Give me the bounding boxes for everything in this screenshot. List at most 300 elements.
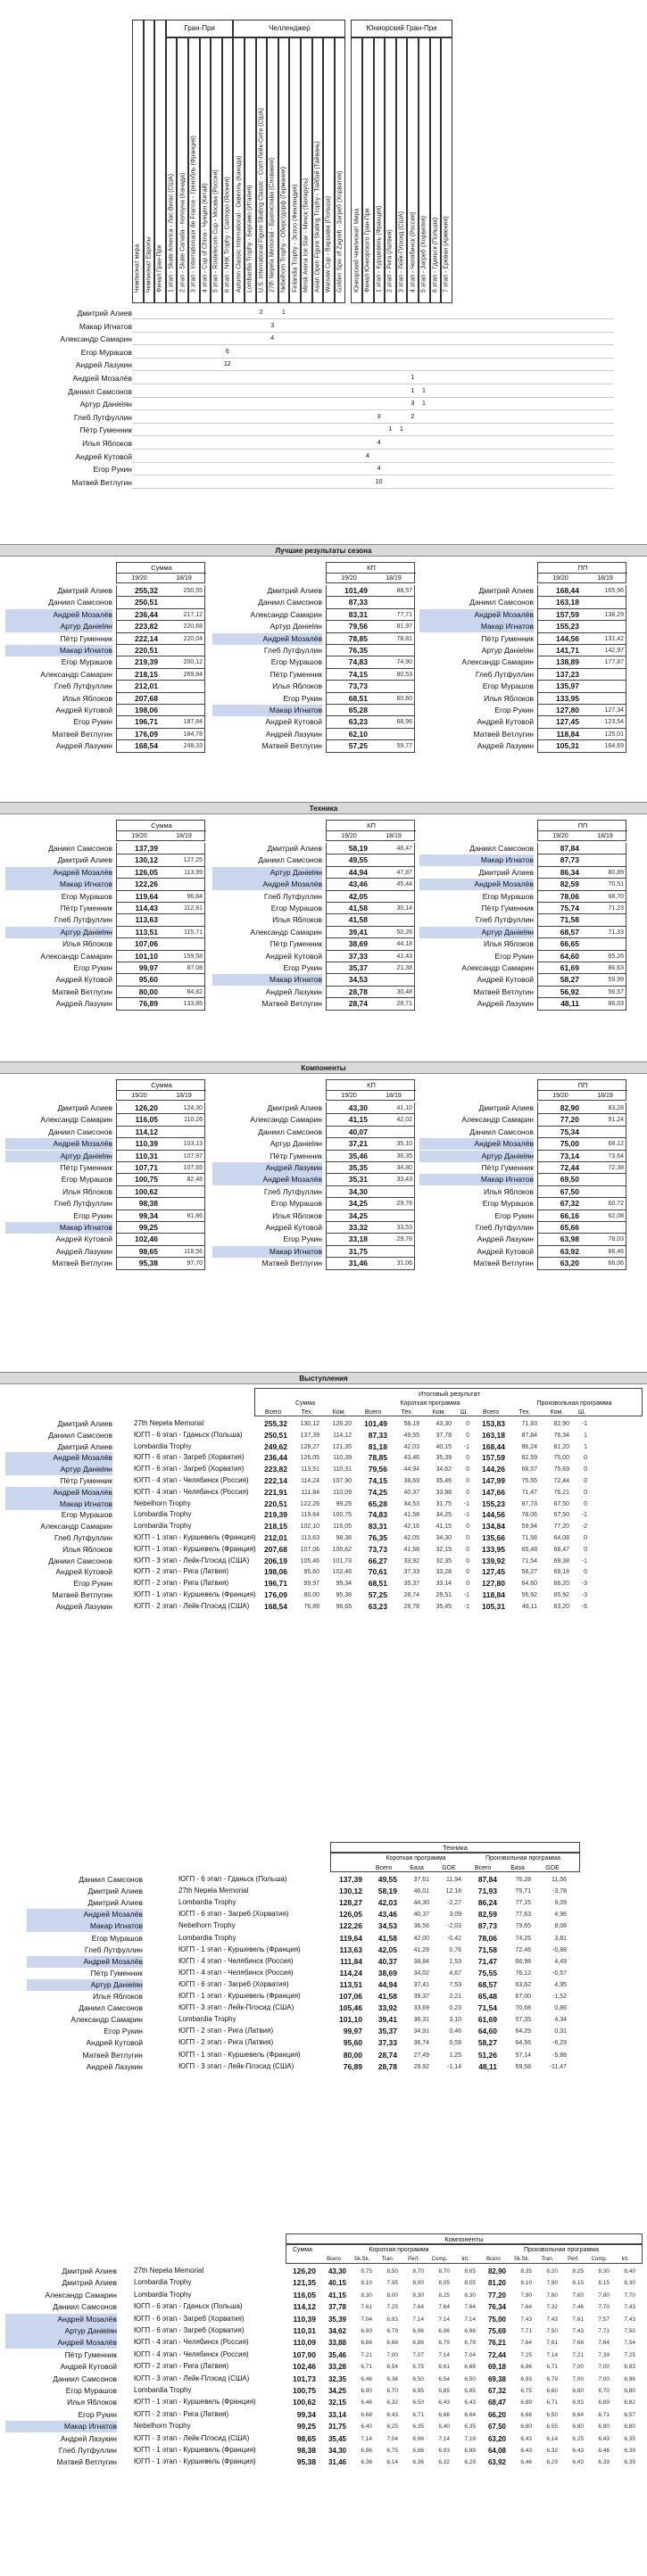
sub-header: Comp. bbox=[591, 2257, 608, 2262]
tech-value: 8,08 bbox=[554, 1923, 567, 1930]
event-name: ЮГП - 2 этап - Рига (Латвия) bbox=[134, 2409, 229, 2418]
value-box bbox=[116, 1127, 205, 1138]
col-18-19: 18/19 bbox=[386, 1093, 402, 1099]
grid-row-name: Даниил Самсонов bbox=[68, 386, 132, 396]
tech-value: 41,58 bbox=[377, 1933, 397, 1943]
sub-header: База bbox=[510, 1865, 525, 1871]
comp-value: 6,36 bbox=[361, 2459, 372, 2466]
tech-value: 36,74 bbox=[413, 2040, 429, 2047]
grid-row-name: Андрей Мозалёв bbox=[72, 374, 132, 383]
value-current: 58,27 bbox=[560, 975, 579, 985]
perf-value: 100,62 bbox=[332, 1546, 352, 1553]
value-box bbox=[326, 1186, 415, 1198]
perf-value: 101,73 bbox=[332, 1557, 352, 1565]
row-name: Егор Рукин bbox=[73, 1210, 112, 1220]
row-name: Пётр Гуменник bbox=[481, 633, 534, 643]
row-name: Андрей Лазукин bbox=[55, 1246, 112, 1256]
tech-value: 74,25 bbox=[515, 1935, 531, 1942]
value-current: 207,68 bbox=[135, 693, 158, 703]
perf-value: 71,93 bbox=[521, 1421, 537, 1427]
row-name: Глеб Лутфуллин bbox=[54, 681, 112, 691]
comp-value: 6,93 bbox=[520, 2375, 532, 2382]
comp-value: 8,00 bbox=[386, 2291, 398, 2299]
value-previous: 107,97 bbox=[183, 1152, 203, 1160]
value-current: 95,38 bbox=[138, 1259, 158, 1268]
perf-value: 176,09 bbox=[264, 1590, 287, 1599]
value-current: 105,31 bbox=[556, 741, 579, 751]
value-previous: 115,71 bbox=[184, 929, 203, 936]
group-header: Произвольная программа bbox=[536, 1400, 612, 1407]
row-name: Егор Рукин bbox=[73, 717, 112, 727]
value-box bbox=[116, 1102, 205, 1114]
comp-value: 7,64 bbox=[520, 2304, 532, 2311]
tech-value: 4,49 bbox=[554, 1958, 567, 1965]
comp-total: 100,62 bbox=[293, 2398, 316, 2407]
value-previous: 159,58 bbox=[183, 953, 203, 960]
grid-row-name: Глеб Лутфуллин bbox=[73, 412, 132, 422]
value-box bbox=[537, 914, 626, 926]
value-box bbox=[326, 716, 415, 728]
perf-value: 76,35 bbox=[368, 1533, 387, 1542]
value-current: 144,56 bbox=[556, 633, 579, 643]
comp-value: 6,90 bbox=[361, 2388, 372, 2394]
perf-value: 0 bbox=[466, 1546, 469, 1553]
perf-value: -1 bbox=[463, 1443, 469, 1450]
value-previous: 34,80 bbox=[396, 1165, 412, 1171]
perf-value: 42,03 bbox=[403, 1443, 419, 1450]
perf-value: 42,05 bbox=[403, 1535, 419, 1541]
comp-value: 7,90 bbox=[546, 2280, 558, 2287]
row-name: Александр Самарин bbox=[250, 927, 322, 937]
perf-value: 212,01 bbox=[264, 1533, 287, 1542]
value-current: 87,73 bbox=[560, 855, 579, 865]
perf-value: 28,74 bbox=[403, 1592, 419, 1598]
grid-row-name: Андрей Кутовой bbox=[75, 451, 132, 461]
comp-total: 110,39 bbox=[293, 2314, 316, 2324]
perf-value: 71,58 bbox=[521, 1535, 537, 1541]
value-current: 43,46 bbox=[348, 879, 368, 889]
event-name: ЮГП - 3 этап - Лейк-Плэсид (США) bbox=[178, 2003, 294, 2012]
perf-value: 75,00 bbox=[553, 1455, 569, 1462]
value-previous: 248,33 bbox=[183, 743, 203, 750]
perf-value: 0 bbox=[466, 1455, 469, 1462]
row-name: Александр Самарин bbox=[250, 1115, 322, 1125]
grid-cell-place: 12 bbox=[223, 361, 231, 368]
sub-header: Всего bbox=[264, 1409, 282, 1416]
value-current: 31,75 bbox=[348, 1246, 368, 1256]
value-box bbox=[326, 1174, 415, 1185]
tech-value: 43,46 bbox=[377, 1910, 397, 1920]
value-previous: 78,03 bbox=[608, 1236, 624, 1243]
value-previous: 124,30 bbox=[183, 1105, 203, 1111]
comp-value: 6,50 bbox=[546, 2411, 558, 2418]
tech-value: 77,15 bbox=[515, 1900, 531, 1907]
comp-value: 6,71 bbox=[546, 2364, 558, 2371]
value-box bbox=[116, 914, 205, 926]
perf-value: 69,38 bbox=[553, 1557, 569, 1565]
perf-value: 95,38 bbox=[336, 1592, 352, 1598]
value-current: 95,60 bbox=[138, 975, 158, 985]
value-previous: 60,72 bbox=[608, 1201, 624, 1208]
sub-header: Ком. bbox=[332, 1409, 346, 1416]
comp-value: 7,25 bbox=[624, 2351, 635, 2358]
value-box bbox=[116, 645, 205, 656]
comp-value: 7,60 bbox=[546, 2291, 558, 2299]
tech-value: 28,78 bbox=[377, 2061, 397, 2071]
value-box bbox=[537, 693, 626, 705]
grid-cell-place: 3 bbox=[411, 400, 415, 408]
value-box bbox=[326, 891, 415, 903]
row-name: Егор Рукин bbox=[73, 963, 112, 972]
perf-value: 81,18 bbox=[368, 1441, 387, 1451]
comp-value: 6,43 bbox=[572, 2448, 584, 2454]
perf-value: 48,11 bbox=[522, 1603, 537, 1610]
value-box bbox=[116, 1222, 205, 1234]
perf-value: 102,46 bbox=[332, 1569, 352, 1576]
row-name: Андрей Мозалёв bbox=[212, 1174, 322, 1185]
value-current: 99,34 bbox=[138, 1210, 158, 1220]
row-name: Андрей Кутовой bbox=[477, 717, 534, 727]
value-current: 157,59 bbox=[556, 609, 579, 619]
value-previous: 142,97 bbox=[604, 648, 624, 654]
tech-value: 37,61 bbox=[413, 1877, 429, 1883]
comp-value: 6,80 bbox=[520, 2423, 532, 2431]
perf-value: 218,15 bbox=[264, 1522, 287, 1532]
comp-value: 6,93 bbox=[361, 2328, 372, 2334]
tech-value: 77,63 bbox=[515, 1911, 531, 1919]
tech-total: 119,64 bbox=[339, 1933, 362, 1943]
tech-value: 87,84 bbox=[477, 1875, 497, 1884]
value-current: 78,85 bbox=[348, 633, 368, 643]
performer-name: Глеб Лутфуллин bbox=[54, 1533, 112, 1542]
value-current: 75,74 bbox=[560, 904, 579, 912]
comp-value: 7,57 bbox=[598, 2316, 610, 2323]
value-box bbox=[537, 621, 626, 632]
value-box bbox=[537, 1138, 626, 1150]
tech-value: 0,86 bbox=[554, 2005, 567, 2012]
value-current: 37,21 bbox=[348, 1139, 368, 1149]
row-name: Егор Мурашов bbox=[61, 1175, 112, 1185]
value-current: 28,74 bbox=[348, 999, 368, 1009]
perf-value: 87,73 bbox=[521, 1500, 537, 1507]
value-previous: 80,53 bbox=[396, 671, 412, 678]
value-current: 127,45 bbox=[556, 717, 579, 727]
row-name: Артур Данielян bbox=[419, 927, 534, 938]
comp-value: 32,35 bbox=[328, 2374, 346, 2383]
row-name: Матвей Ветлугин bbox=[473, 987, 534, 996]
performer-name: Андрей Лазукин bbox=[86, 2061, 143, 2071]
tech-value: 36,31 bbox=[413, 2017, 429, 2024]
value-box bbox=[326, 1102, 415, 1114]
row-name: Дмитрий Алиев bbox=[57, 586, 112, 595]
comp-value: 8,10 bbox=[520, 2280, 532, 2287]
comp-total: 101,73 bbox=[293, 2374, 316, 2383]
comp-total: 99,25 bbox=[296, 2422, 316, 2432]
value-current: 122,26 bbox=[135, 879, 158, 889]
value-previous: 50,28 bbox=[396, 929, 412, 936]
grid-cell-place: 4 bbox=[366, 452, 369, 459]
tech-value: 51,26 bbox=[477, 2050, 497, 2060]
comp-value: 6,82 bbox=[624, 2399, 635, 2407]
value-current: 83,31 bbox=[348, 609, 368, 619]
event-name: ЮГП - 4 этап - Челябинск (Россия) bbox=[178, 1956, 294, 1965]
performer-name: Даниил Самсонов bbox=[48, 1556, 112, 1565]
grid-row bbox=[132, 359, 614, 371]
row-name: Илья Яблоков bbox=[272, 1210, 322, 1220]
tech-total: 111,84 bbox=[339, 1956, 362, 1966]
comp-value: 6,80 bbox=[624, 2388, 635, 2394]
row-name: Макар Игнатов bbox=[5, 645, 112, 656]
tech-value: 0,31 bbox=[554, 2028, 567, 2035]
grid-cell-place: 1 bbox=[422, 400, 426, 408]
perf-value: 155,23 bbox=[482, 1499, 505, 1508]
value-previous: 269,84 bbox=[183, 671, 203, 678]
value-previous: 164,69 bbox=[604, 743, 624, 750]
value-current: 113,63 bbox=[135, 915, 158, 925]
value-previous: 30,14 bbox=[396, 905, 412, 912]
value-box bbox=[116, 1234, 205, 1245]
value-box bbox=[326, 855, 415, 866]
row-name: Матвей Ветлугин bbox=[473, 1259, 534, 1268]
col-18-19: 18/19 bbox=[597, 833, 613, 839]
comp-value: 34,25 bbox=[328, 2387, 346, 2395]
tech-value: 0,59 bbox=[449, 2040, 461, 2047]
comp-value: 6,43 bbox=[438, 2399, 450, 2407]
row-name: Александр Самарин bbox=[40, 951, 112, 961]
grid-column-header bbox=[385, 37, 396, 303]
performer-name: Андрей Лазукин bbox=[60, 2433, 117, 2443]
performer-name: Егор Мурашов bbox=[91, 1933, 143, 1943]
perf-value: 0 bbox=[466, 1432, 469, 1439]
perf-value: 0 bbox=[584, 1489, 587, 1496]
comp-value: 7,43 bbox=[572, 2328, 584, 2334]
col-19-20: 19/20 bbox=[552, 1093, 568, 1099]
event-name: ЮГП - 6 этап - Гданьск (Польша) bbox=[134, 2302, 243, 2311]
tech-value: 29,92 bbox=[413, 2063, 429, 2070]
value-current: 76,89 bbox=[138, 999, 158, 1009]
event-name: ЮГП - 6 этап - Загреб (Хорватия) bbox=[178, 1910, 289, 1919]
grid-column-header bbox=[188, 37, 200, 303]
row-name: Андрей Кутовой bbox=[55, 975, 112, 985]
col-19-20: 19/20 bbox=[341, 575, 357, 582]
perf-value: 255,32 bbox=[264, 1419, 287, 1428]
row-name: Андрей Лазукин bbox=[265, 987, 322, 996]
value-current: 222,14 bbox=[135, 633, 158, 643]
comp-value: 72,44 bbox=[487, 2350, 506, 2359]
perf-value: -1 bbox=[463, 1603, 469, 1610]
value-previous: 31,06 bbox=[396, 1260, 412, 1267]
grid-cell-place: 1 bbox=[422, 387, 426, 394]
comp-value: 7,14 bbox=[438, 2435, 450, 2442]
perf-value: 0 bbox=[584, 1466, 587, 1474]
value-box bbox=[326, 951, 415, 962]
value-current: 220,51 bbox=[135, 646, 158, 655]
row-name: Дмитрий Алиев bbox=[57, 855, 112, 865]
tech-total: 105,46 bbox=[339, 2003, 362, 2013]
tech-value: 11,56 bbox=[552, 1877, 567, 1883]
grid-column-header bbox=[200, 37, 212, 303]
value-previous: 77,71 bbox=[396, 611, 412, 618]
perf-value: 153,83 bbox=[482, 1419, 505, 1428]
perf-value: 236,44 bbox=[264, 1453, 287, 1463]
comp-value: 7,64 bbox=[412, 2304, 424, 2311]
comp-value: 6,46 bbox=[598, 2448, 610, 2454]
comp-value: 6,68 bbox=[438, 2411, 450, 2418]
row-name: Егор Мурашов bbox=[482, 681, 534, 691]
value-previous: 127,25 bbox=[183, 857, 203, 864]
grid-row bbox=[132, 424, 614, 436]
row-name: Андрей Лазукин bbox=[477, 1234, 534, 1244]
tech-total: 101,10 bbox=[339, 2015, 362, 2025]
performer-name: Александр Самарин bbox=[40, 1522, 112, 1532]
value-box bbox=[116, 1210, 205, 1222]
value-current: 62,10 bbox=[348, 729, 368, 739]
total-title: Итоговый результат bbox=[419, 1390, 480, 1398]
grid-column-label: U.S. International Figure Skating Classic - Солт-Лейк-Сити (США) bbox=[258, 108, 265, 293]
value-box bbox=[326, 1138, 415, 1150]
comp-value: 6,14 bbox=[546, 2435, 558, 2442]
comp-value: 66,20 bbox=[487, 2410, 506, 2419]
col-18-19: 18/19 bbox=[176, 1093, 192, 1099]
perf-value: 126,05 bbox=[300, 1455, 319, 1462]
grid-cell-place: 1 bbox=[411, 375, 415, 381]
event-name: 27th Nepela Memorial bbox=[134, 2266, 204, 2275]
comp-value: 7,43 bbox=[520, 2316, 532, 2323]
comp-value: 8,25 bbox=[572, 2268, 584, 2275]
value-box bbox=[326, 843, 415, 855]
performer-name: Пётр Гуменник bbox=[64, 2349, 117, 2359]
perf-value: 80,00 bbox=[303, 1592, 319, 1598]
tech-value: 4,67 bbox=[449, 1969, 461, 1977]
value-box bbox=[116, 609, 205, 621]
comp-value: 6,40 bbox=[361, 2423, 372, 2431]
value-box bbox=[537, 867, 626, 879]
perf-value: 65,48 bbox=[521, 1546, 537, 1553]
comp-value: 75,69 bbox=[487, 2327, 506, 2335]
row-name: Дмитрий Алиев bbox=[267, 844, 322, 853]
performer-name: Александр Самарин bbox=[71, 2015, 143, 2025]
col-19-20: 19/20 bbox=[552, 833, 568, 839]
tech-value: -5,88 bbox=[552, 2052, 567, 2059]
row-name: Даниил Самсонов bbox=[469, 1127, 534, 1136]
comp-value: 7,32 bbox=[546, 2304, 558, 2311]
row-name: Пётр Гуменник bbox=[481, 1163, 534, 1172]
tech-value: -2,27 bbox=[447, 1900, 461, 1907]
perf-value: -6 bbox=[581, 1603, 587, 1610]
row-name: Артур Данielян bbox=[270, 1139, 322, 1149]
tech-value: 4,96 bbox=[554, 1911, 567, 1919]
comp-value: 33,28 bbox=[328, 2363, 346, 2372]
tech-value: 2,21 bbox=[449, 1994, 461, 2000]
comp-value: 69,18 bbox=[487, 2363, 506, 2372]
value-box bbox=[116, 987, 205, 998]
event-name: Nebelhorn Trophy bbox=[134, 2422, 191, 2431]
value-box bbox=[326, 729, 415, 740]
sub-header: Всего bbox=[327, 2257, 341, 2262]
table-title: ПП bbox=[538, 821, 627, 831]
grid-column-header bbox=[177, 37, 188, 303]
event-name: ЮГП - 6 этап - Гданьск (Польша) bbox=[134, 1430, 243, 1439]
perf-value: 134,84 bbox=[482, 1522, 505, 1532]
tech-value: 1,25 bbox=[449, 2052, 461, 2059]
comp-value: 7,43 bbox=[624, 2304, 635, 2311]
value-current: 56,92 bbox=[560, 987, 579, 996]
perf-value: 135,66 bbox=[482, 1533, 505, 1542]
comp-value: 7,21 bbox=[572, 2351, 584, 2358]
perf-value: 0 bbox=[466, 1569, 469, 1576]
row-name: Артур Данielян bbox=[419, 1151, 534, 1162]
tech-total: 130,12 bbox=[339, 1887, 362, 1896]
comp-value: 7,18 bbox=[464, 2435, 476, 2442]
row-name: Андрей Мозалёв bbox=[212, 633, 322, 645]
value-current: 67,32 bbox=[560, 1199, 579, 1209]
sub-header: Всего bbox=[486, 2257, 501, 2262]
value-current: 57,25 bbox=[348, 741, 368, 751]
event-name: Lombardia Trophy bbox=[178, 2015, 236, 2024]
row-name: Матвей Ветлугин bbox=[473, 729, 534, 739]
tech-value: 1,53 bbox=[449, 1958, 461, 1965]
row-name: Андрей Кутовой bbox=[477, 975, 534, 985]
comp-value: 76,34 bbox=[487, 2303, 506, 2312]
value-current: 110,39 bbox=[135, 1139, 158, 1149]
value-current: 133,95 bbox=[556, 693, 579, 703]
row-name: Даниил Самсонов bbox=[48, 598, 112, 607]
performer-name: Андрей Мозалёв bbox=[27, 1956, 143, 1968]
perf-value: 29,51 bbox=[435, 1592, 452, 1598]
value-current: 126,05 bbox=[135, 867, 158, 877]
tech-value: 39,37 bbox=[413, 1994, 429, 2000]
grid-column-label: 5 этап - Rostelecom Cup - Москва (Россия) bbox=[212, 169, 220, 293]
row-name: Александр Самарин bbox=[461, 657, 534, 667]
comp-value: 7,50 bbox=[624, 2328, 635, 2334]
row-name: Андрей Лазукин bbox=[55, 741, 112, 751]
value-previous: 35,10 bbox=[396, 1141, 412, 1148]
perf-value: 107,06 bbox=[300, 1546, 319, 1553]
grid-column-label: 27th Nepela Memorial - Братислава (Словакия) bbox=[269, 157, 276, 293]
perf-value: 65,28 bbox=[368, 1499, 387, 1508]
value-current: 66,65 bbox=[560, 939, 579, 949]
perf-value: 66,27 bbox=[368, 1556, 387, 1565]
row-name: Андрей Кутовой bbox=[55, 706, 112, 714]
perf-value: 114,12 bbox=[333, 1432, 352, 1439]
value-previous: 62,08 bbox=[608, 1212, 624, 1219]
perf-value: 34,25 bbox=[435, 1512, 452, 1519]
perf-value: 105,31 bbox=[482, 1601, 505, 1611]
comp-value: 8,30 bbox=[598, 2268, 610, 2275]
tech-value: 3,10 bbox=[449, 2017, 461, 2024]
perf-value: 0 bbox=[584, 1535, 587, 1541]
comp-value: 43,30 bbox=[328, 2267, 346, 2275]
tech-perf-header bbox=[330, 1853, 580, 1872]
grid-cell-place: 6 bbox=[225, 348, 229, 355]
value-current: 74,15 bbox=[348, 669, 368, 679]
tech-value: 27,49 bbox=[413, 2052, 429, 2059]
value-previous: 125,01 bbox=[604, 731, 624, 738]
value-current: 33,18 bbox=[348, 1234, 368, 1244]
value-previous: 133,85 bbox=[183, 1001, 203, 1008]
tech-value: 4,95 bbox=[554, 1981, 567, 1988]
row-name: Дмитрий Алиев bbox=[478, 1103, 534, 1112]
performer-name: Матвей Ветлугин bbox=[52, 1590, 112, 1599]
tech-value: 63,62 bbox=[515, 1981, 531, 1988]
value-previous: 177,87 bbox=[604, 659, 624, 666]
comp-value: 7,14 bbox=[438, 2316, 450, 2323]
comp-value: 6,89 bbox=[598, 2399, 610, 2407]
tech-value: 11,94 bbox=[446, 1877, 461, 1883]
performer-name: Андрей Кутовой bbox=[60, 2362, 117, 2372]
value-previous: 66,46 bbox=[608, 1248, 624, 1255]
performer-name: Даниил Самсонов bbox=[79, 2003, 143, 2013]
